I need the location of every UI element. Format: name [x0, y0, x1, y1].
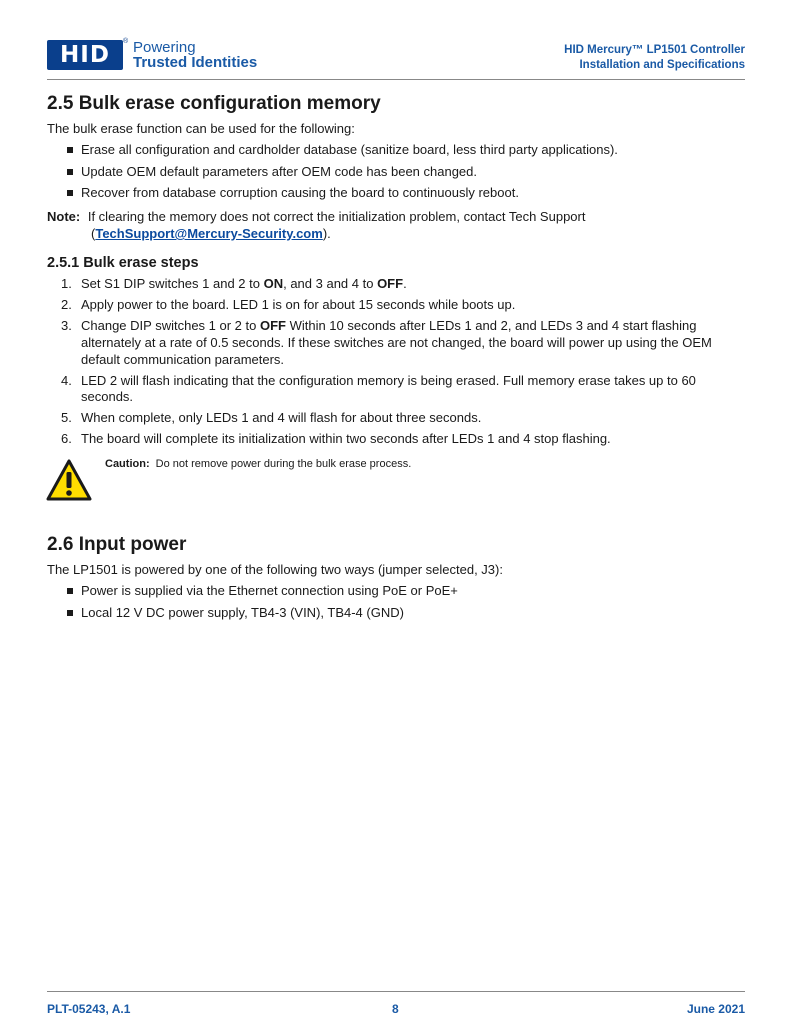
section-2-6-heading: 2.6 Input power	[47, 534, 187, 555]
step-number: 5.	[61, 410, 72, 426]
section-2-6-intro: The LP1501 is powered by one of the following two ways (jumper selected, J3):	[47, 562, 503, 577]
note-paren-close: ).	[322, 226, 331, 241]
step-text: .	[403, 276, 407, 291]
list-item: Local 12 V DC power supply, TB4-3 (VIN), TB4-4 (GND)	[47, 604, 745, 621]
tech-support-email-link[interactable]: TechSupport@Mercury-Security.com	[95, 226, 323, 241]
note-label: Note:	[47, 209, 81, 224]
logo-text: HID	[60, 42, 110, 68]
section-2-5-heading: 2.5 Bulk erase configuration memory	[47, 93, 381, 114]
step-text: , and 3 and 4 to	[283, 276, 378, 291]
list-item: Power is supplied via the Ethernet connection using PoE or PoE+	[47, 582, 745, 599]
caution-label: Caution:	[105, 458, 150, 470]
list-item: Erase all configuration and cardholder database (sanitize board, less third party applications).	[47, 141, 745, 158]
tagline-line-1: Powering	[133, 39, 196, 56]
caution-warning-icon	[46, 459, 92, 501]
list-item	[47, 410, 745, 427]
step-bold-on: ON	[263, 276, 284, 291]
note	[47, 208, 747, 242]
bulk-erase-steps	[47, 276, 745, 452]
step-text: Apply power to the board. LED 1 is on for about 15 seconds while boots up.	[81, 296, 516, 312]
tagline-line-2: Trusted Identities	[133, 54, 258, 71]
logo-trademark: ®	[123, 38, 129, 45]
step-text: Set S1 DIP switches 1 and 2 to	[81, 276, 264, 291]
note-text: If clearing the memory does not correct the initialization problem, contact Tech Support	[87, 209, 586, 224]
hid-logo	[47, 40, 123, 70]
step-text: The board will complete its initialization within two seconds after LEDs 1 and 4 stop flashing.	[81, 431, 611, 447]
footer-rule	[47, 991, 745, 992]
step-bold-off: OFF	[259, 317, 286, 333]
caution-text: Do not remove power during the bulk erase process.	[155, 458, 412, 470]
step-text: LED 2 will flash indicating that the configuration memory is being erased. Full memory erase takes up to 60 seconds.	[81, 372, 696, 405]
footer-doc-id: PLT-05243, A.1	[47, 1002, 131, 1016]
list-item	[47, 297, 745, 314]
step-number: 6.	[61, 431, 72, 447]
list-item	[47, 318, 745, 368]
list-item	[47, 373, 745, 407]
list-item	[47, 276, 745, 293]
document-title-line-1: HID Mercury™ LP1501 Controller	[564, 44, 745, 56]
section-2-5-intro: The bulk erase function can be used for the following:	[47, 121, 355, 136]
footer-date: June 2021	[686, 1002, 745, 1016]
step-text: Change DIP switches 1 or 2 to	[81, 317, 260, 333]
step-number: 1.	[61, 276, 72, 291]
step-text: Within 10 seconds after LEDs 1 and 2, and LEDs 3 and 4 start flashing alternately at a rate of 0.5 seconds. If these switches are not changed, the board will power up using the OEM default communication parameters.	[81, 317, 712, 367]
footer-page-number: 8	[392, 1002, 399, 1016]
step-number: 3.	[61, 317, 72, 333]
step-bold-off: OFF	[377, 276, 404, 291]
document-title	[564, 43, 745, 73]
step-text: When complete, only LEDs 1 and 4 will flash for about three seconds.	[81, 410, 482, 426]
note-paren-open: (	[91, 226, 96, 241]
tagline	[133, 40, 257, 70]
section-2-5-bullets	[47, 141, 745, 206]
section-2-5-1-heading: 2.5.1 Bulk erase steps	[47, 255, 199, 271]
list-item: Recover from database corruption causing the board to continuously reboot.	[47, 184, 745, 201]
step-number: 4.	[61, 372, 72, 388]
header-rule	[47, 79, 745, 80]
list-item: Update OEM default parameters after OEM code has been changed.	[47, 163, 745, 180]
section-2-6-bullets	[47, 582, 745, 625]
document-title-line-2: Installation and Specifications	[579, 59, 745, 71]
step-number: 2.	[61, 296, 72, 312]
list-item	[47, 431, 745, 448]
caution-note	[105, 458, 411, 470]
